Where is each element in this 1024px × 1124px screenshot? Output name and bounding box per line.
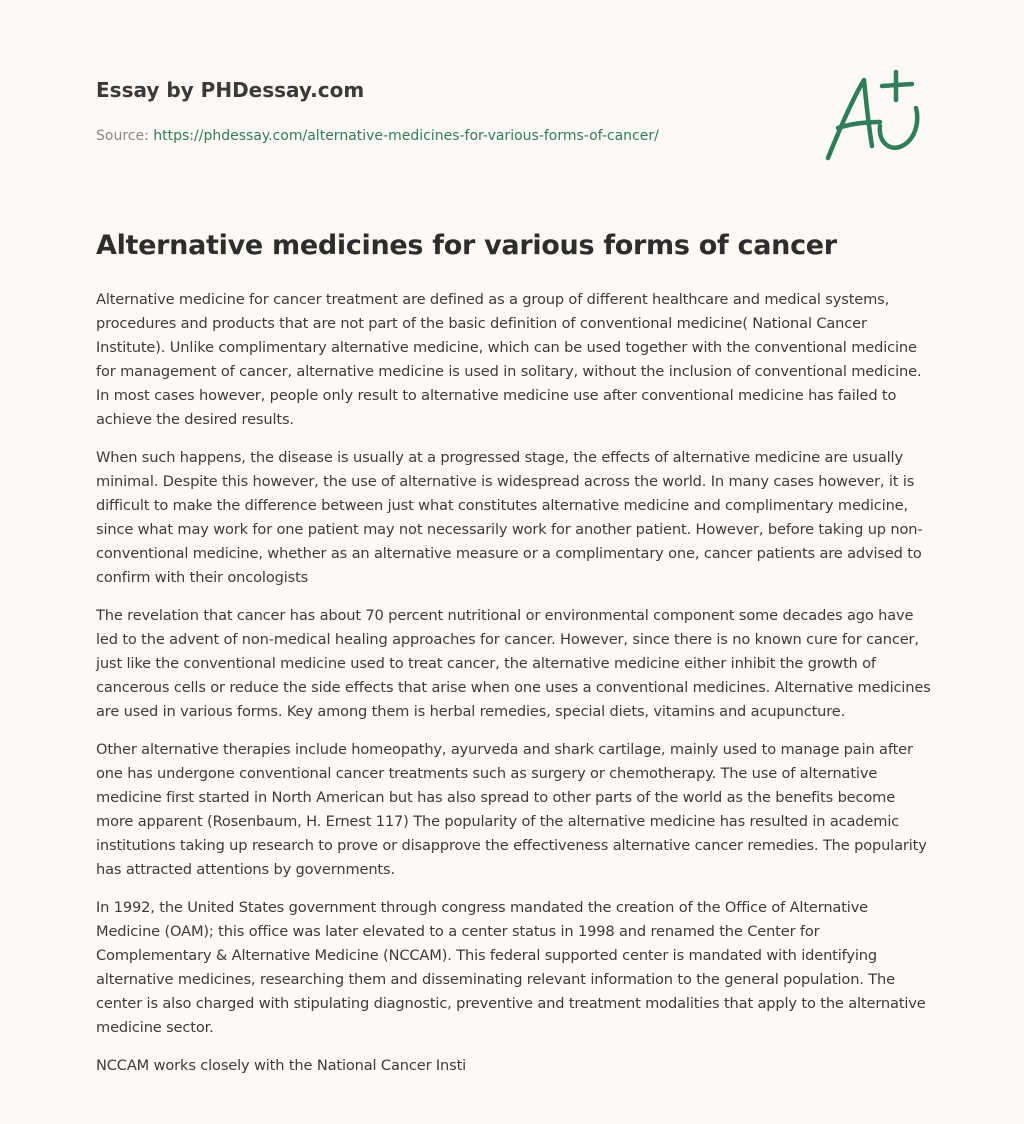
page-header [96,74,796,146]
essay-paragraph: The revelation that cancer has about 70 percent nutritional or environmental component some decades ago have led to the advent of non-medical healing approaches for cancer. However, since there is no known cure for cancer, just like the conventional medicine used to treat cancer, the alternative medicine either inhibit the growth of cancerous cells or reduce the side effects that arise when one uses a conventional medicines. Alternative medicines are used in various forms. Key among them is herbal remedies, special diets, vitamins and acupuncture. [96,607,931,720]
source-label: Source: [96,128,149,144]
essay-paragraph: NCCAM works closely with the National Cancer Insti [96,1057,467,1074]
essay-paragraph: When such happens, the disease is usually at a progressed stage, the effects of alternative medicine are usually minimal. Despite this however, the use of alternative is widespread across the world. In many cases however, it is difficult to make the difference between just what constitutes alternative medicine and complimentary medicine, since what may work for one patient may not necessarily work for another patient. However, before taking up non-conventional medicine, whether as an alternative measure or a complimentary one, cancer patients are advised to confirm with their oncologists [96,449,923,586]
essay-paragraph: Other alternative therapies include homeopathy, ayurveda and shark cartilage, mainly used to manage pain after one has undergone conventional cancer treatments such as surgery or chemotherapy. The use of alternative medicine first started in North American but has also spread to other parts of the world as the benefits become more apparent (Rosenbaum, H. Ernest 117) The popularity of the alternative medicine has resulted in academic institutions taking up research to prove or disapprove the effectiveness alternative cancer remedies. The popularity has attracted attentions by governments. [96,741,927,878]
essay-title: Alternative medicines for various forms of cancer [96,230,837,261]
source-line [96,126,796,146]
source-link[interactable]: https://phdessay.com/alternative-medicines-for-various-forms-of-cancer/ [153,128,659,144]
a-plus-logo-icon [818,66,928,166]
essay-main [96,226,932,1092]
essay-paragraph: Alternative medicine for cancer treatment are defined as a group of different healthcare and medical systems, procedures and products that are not part of the basic definition of conventional medicine( National Cancer Institute). Unlike complimentary alternative medicine, which can be used together with the conventional medicine for management of cancer, alternative medicine is used in solitary, without the inclusion of conventional medicine. In most cases however, people only result to alternative medicine use after conventional medicine has failed to achieve the desired results. [96,291,922,428]
essay-body [96,288,932,1078]
site-title: Essay by PHDessay.com [96,78,365,102]
essay-paragraph: In 1992, the United States government through congress mandated the creation of the Office of Alternative Medicine (OAM); this office was later elevated to a center status in 1998 and renamed the Center for Complementary & Alternative Medicine (NCCAM). This federal supported center is mandated with identifying alternative medicines, researching them and disseminating relevant information to the general population. The center is also charged with stipulating diagnostic, preventive and treatment modalities that apply to the alternative medicine sector. [96,899,926,1036]
